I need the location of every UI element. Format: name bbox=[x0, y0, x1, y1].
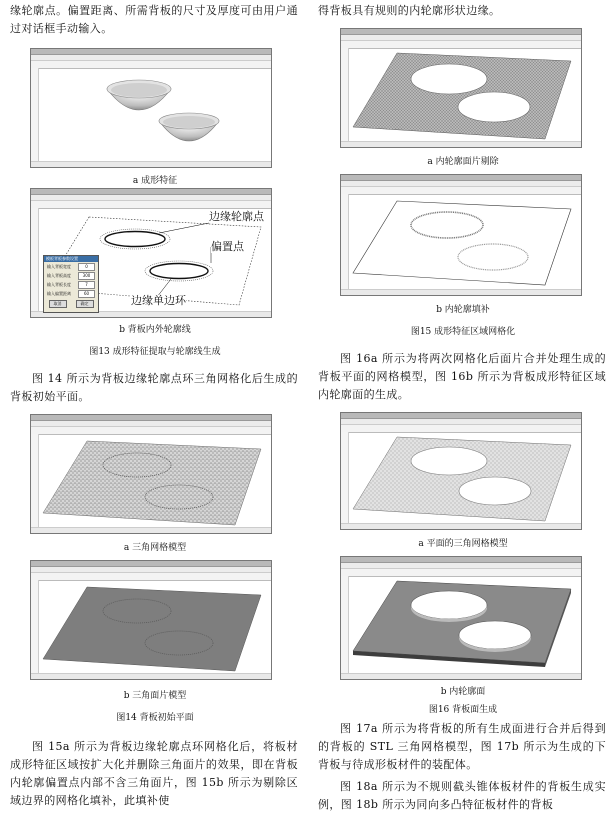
edge-ring-1 bbox=[105, 232, 165, 247]
paragraph-fig17: 图 17a 所示为将背板的所有生成面进行合并后得到的背板的 STL 三角网格模型，图 17b 所示为生成的下背板与待成形板材件的装配体。 bbox=[318, 722, 606, 771]
figure-16a-mesh bbox=[349, 433, 579, 523]
figure-14b-window bbox=[30, 560, 272, 680]
dialog-value-field[interactable]: 300 bbox=[78, 272, 95, 280]
figure-16a-caption: a 平面的三角网格模型 bbox=[418, 539, 508, 549]
window-side-panel bbox=[341, 194, 349, 289]
window-toolbar bbox=[31, 573, 271, 581]
window-side-panel bbox=[341, 576, 349, 673]
figure-15b-caption: b 内轮廓填补 bbox=[436, 305, 490, 315]
inner-surface-1 bbox=[411, 591, 487, 619]
figure-14a-mesh bbox=[39, 435, 269, 527]
dialog-row bbox=[44, 262, 98, 271]
window-side-panel bbox=[31, 434, 39, 527]
figure-14a-caption: a 三角网格模型 bbox=[123, 543, 187, 553]
paragraph-fig18: 图 18a 所示为不规则截头锥体板材件的背板生成实例，图 18b 所示为同向多凸特征板材件的背板 bbox=[318, 780, 606, 811]
figure-14b-surface bbox=[39, 581, 269, 673]
dialog-title: 模板背板参数设置 bbox=[44, 256, 98, 262]
window-statusbar bbox=[341, 673, 581, 679]
figure-16-title: 图16 背板面生成 bbox=[428, 705, 498, 715]
removed-region-1 bbox=[411, 64, 487, 94]
dialog-buttons bbox=[44, 300, 98, 308]
figure-15b-fill bbox=[349, 195, 579, 289]
bowl-shape-1 bbox=[107, 80, 171, 110]
figure-15a-mesh bbox=[349, 49, 579, 141]
figure-15a-caption: a 内轮廓面片剔除 bbox=[427, 157, 499, 167]
annotation-edge-points: 边缘轮廓点 bbox=[209, 210, 264, 223]
figure-15b-window bbox=[340, 174, 582, 296]
window-toolbar bbox=[341, 41, 581, 49]
dialog-value-field[interactable]: 0 bbox=[78, 263, 95, 271]
hole-1 bbox=[411, 447, 487, 475]
window-toolbar bbox=[341, 425, 581, 433]
figure-16b-surface bbox=[349, 577, 579, 673]
figure-13a-window bbox=[30, 48, 272, 168]
window-side-panel bbox=[31, 208, 39, 311]
figure-14b-caption: b 三角面片模型 bbox=[123, 691, 187, 701]
window-toolbar bbox=[341, 569, 581, 577]
dialog-row bbox=[44, 280, 98, 289]
figure-14-title: 图14 背板初始平面 bbox=[116, 713, 194, 723]
figure-13b-window bbox=[30, 188, 272, 318]
figure-16a-window bbox=[340, 412, 582, 530]
dialog-value-field[interactable]: 7 bbox=[78, 281, 95, 289]
dialog-row bbox=[44, 289, 98, 298]
window-side-panel bbox=[31, 580, 39, 673]
paragraph-fig14: 图 14 所示为背板边缘轮廓点环三角网格化后生成的背板初始平面。 bbox=[10, 372, 298, 403]
window-statusbar bbox=[31, 161, 271, 167]
figure-15-title: 图15 成形特征区域网格化 bbox=[410, 327, 516, 337]
surface-plane-shape bbox=[43, 587, 261, 671]
paragraph-fig15-left: 图 15a 所示为背板边缘轮廓点环网格化后，将板材成形特征区域按扩大化并删除三角面片的效果，即在背板内轮廓偏置点内部不含三角面片，图 15b 所示为剔除区域边界的网格化填补，此填补使 bbox=[10, 740, 298, 807]
edge-ring-2 bbox=[150, 264, 208, 279]
figure-13a-bowls bbox=[39, 69, 269, 161]
removed-region-2 bbox=[458, 92, 530, 122]
leader-line-edge-points bbox=[159, 223, 209, 233]
cancel-button[interactable]: 取消 bbox=[49, 300, 67, 308]
figure-13-title: 图13 成形特征提取与轮廓线生成 bbox=[89, 347, 221, 357]
inner-surface-2 bbox=[459, 621, 531, 649]
parameter-dialog bbox=[43, 255, 99, 313]
window-statusbar bbox=[341, 523, 581, 529]
figure-13b-caption: b 背板内外轮廓线 bbox=[119, 325, 191, 335]
annotation-edge-ring: 边缘单边环 bbox=[131, 294, 186, 307]
dialog-row-label: 输入背板宽度 bbox=[47, 263, 71, 269]
window-side-panel bbox=[341, 48, 349, 141]
paragraph-intro-left: 缘轮廓点。偏置距离、所需背板的尺寸及厚度可由用户通过对话框手动输入。 bbox=[10, 4, 298, 35]
dialog-row-label: 输入背板高度 bbox=[47, 272, 71, 278]
window-statusbar bbox=[341, 141, 581, 147]
outline-plane-shape bbox=[353, 201, 571, 285]
window-statusbar bbox=[341, 289, 581, 295]
dialog-row-label: 输入偏置距离 bbox=[47, 290, 71, 296]
window-statusbar bbox=[31, 673, 271, 679]
window-side-panel bbox=[341, 432, 349, 523]
figure-16b-window bbox=[340, 556, 582, 680]
figure-15a-window bbox=[340, 28, 582, 148]
window-statusbar bbox=[31, 527, 271, 533]
dialog-value-field[interactable]: 60 bbox=[78, 290, 95, 298]
figure-14a-window bbox=[30, 414, 272, 534]
ok-button[interactable]: 确定 bbox=[76, 300, 94, 308]
annotation-offset-points: 偏置点 bbox=[211, 240, 244, 253]
figure-13a-caption: a 成形特征 bbox=[132, 176, 178, 186]
hole-2 bbox=[459, 477, 531, 505]
window-toolbar bbox=[31, 427, 271, 435]
dialog-row-label: 输入背板长度 bbox=[47, 281, 71, 287]
figure-16b-caption: b 内轮廓面 bbox=[440, 687, 486, 697]
window-side-panel bbox=[31, 68, 39, 161]
bowl-shape-2 bbox=[159, 113, 219, 141]
paragraph-intro-right: 得背板具有规则的内轮廓形状边缘。 bbox=[318, 4, 501, 17]
window-toolbar bbox=[31, 61, 271, 69]
dialog-row bbox=[44, 271, 98, 280]
paragraph-fig16: 图 16a 所示为将两次网格化后面片合并处理生成的背板平面的网格模型，图 16b 所示为背板成形特征区域内轮廓面的生成。 bbox=[318, 352, 606, 401]
window-toolbar bbox=[31, 201, 271, 209]
window-toolbar bbox=[341, 187, 581, 195]
